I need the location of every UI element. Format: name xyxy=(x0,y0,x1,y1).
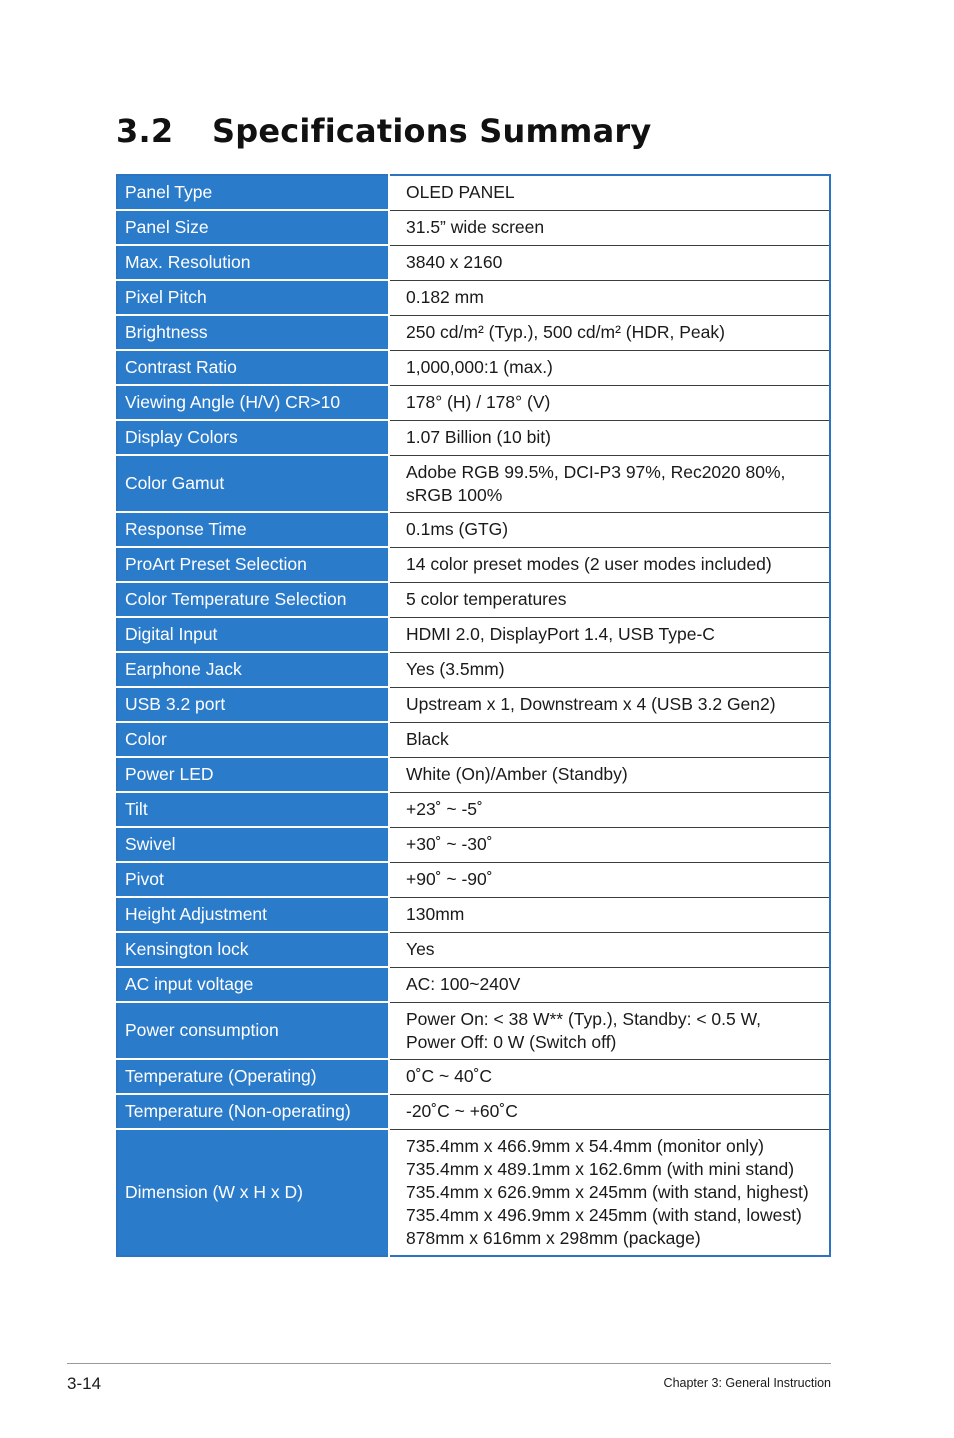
spec-value xyxy=(389,385,830,420)
spec-value-line: 3840 x 2160 xyxy=(406,252,503,272)
spec-label: Panel Size xyxy=(117,210,389,245)
spec-value xyxy=(389,512,830,547)
spec-row xyxy=(117,862,830,897)
spec-value xyxy=(389,350,830,385)
spec-row xyxy=(117,245,830,280)
spec-value-line: Power Off: 0 W (Switch off) xyxy=(406,1031,617,1052)
spec-label: Color Gamut xyxy=(117,455,389,512)
spec-label: Contrast Ratio xyxy=(117,350,389,385)
spec-row xyxy=(117,385,830,420)
spec-value-line: 130mm xyxy=(406,904,465,924)
chapter-label: Chapter 3: General Instruction xyxy=(663,1376,831,1390)
spec-label: Pixel Pitch xyxy=(117,280,389,315)
spec-row xyxy=(117,932,830,967)
spec-label: AC input voltage xyxy=(117,967,389,1002)
spec-label: Panel Type xyxy=(117,175,389,210)
spec-value-line: +23˚ ~ -5˚ xyxy=(406,799,483,819)
spec-value xyxy=(389,547,830,582)
specifications-table xyxy=(116,174,831,1257)
spec-value xyxy=(389,932,830,967)
spec-label: USB 3.2 port xyxy=(117,687,389,722)
spec-label: Earphone Jack xyxy=(117,652,389,687)
spec-value xyxy=(389,1059,830,1094)
spec-value xyxy=(389,862,830,897)
spec-label: Kensington lock xyxy=(117,932,389,967)
spec-row xyxy=(117,175,830,210)
spec-label: Dimension (W x H x D) xyxy=(117,1129,389,1256)
footer-divider xyxy=(67,1363,831,1364)
section-heading xyxy=(116,112,651,150)
spec-value-line: 178° (H) / 178° (V) xyxy=(406,392,551,412)
spec-value-line: Power On: < 38 W** (Typ.), Standby: < 0.5 W, xyxy=(406,1008,762,1029)
spec-label: Color xyxy=(117,722,389,757)
spec-value-line: +90˚ ~ -90˚ xyxy=(406,869,493,889)
spec-value-line: 0.1ms (GTG) xyxy=(406,519,509,539)
spec-label: Power consumption xyxy=(117,1002,389,1059)
spec-value xyxy=(389,792,830,827)
spec-label: Viewing Angle (H/V) CR>10 xyxy=(117,385,389,420)
spec-row xyxy=(117,722,830,757)
spec-row xyxy=(117,1129,830,1256)
spec-row xyxy=(117,547,830,582)
spec-label: ProArt Preset Selection xyxy=(117,547,389,582)
spec-value xyxy=(389,210,830,245)
spec-row xyxy=(117,687,830,722)
spec-value-line: 1.07 Billion (10 bit) xyxy=(406,427,551,447)
spec-label: Height Adjustment xyxy=(117,897,389,932)
spec-label: Temperature (Operating) xyxy=(117,1059,389,1094)
spec-value xyxy=(389,175,830,210)
spec-row xyxy=(117,210,830,245)
spec-value-line: 14 color preset modes (2 user modes included) xyxy=(406,554,772,574)
spec-value-line: Adobe RGB 99.5%, DCI-P3 97%, Rec2020 80%, xyxy=(406,461,786,482)
spec-value xyxy=(389,315,830,350)
spec-value xyxy=(389,582,830,617)
spec-label: Max. Resolution xyxy=(117,245,389,280)
spec-value xyxy=(389,722,830,757)
spec-value xyxy=(389,617,830,652)
spec-row xyxy=(117,455,830,512)
section-title: Specifications Summary xyxy=(212,112,652,150)
spec-value-line: +30˚ ~ -30˚ xyxy=(406,834,493,854)
spec-value xyxy=(389,897,830,932)
spec-value-line: 0.182 mm xyxy=(406,287,484,307)
spec-label: Swivel xyxy=(117,827,389,862)
spec-value-line: -20˚C ~ +60˚C xyxy=(406,1101,518,1121)
spec-value-line: sRGB 100% xyxy=(406,484,503,505)
spec-value xyxy=(389,280,830,315)
spec-value-line: OLED PANEL xyxy=(406,182,515,203)
spec-value-line: White (On)/Amber (Standby) xyxy=(406,764,628,784)
spec-row xyxy=(117,315,830,350)
spec-value xyxy=(389,420,830,455)
spec-value-line: 878mm x 616mm x 298mm (package) xyxy=(406,1227,701,1248)
spec-value-line: HDMI 2.0, DisplayPort 1.4, USB Type-C xyxy=(406,624,715,644)
spec-value-line: 5 color temperatures xyxy=(406,589,567,609)
spec-value-line: 735.4mm x 466.9mm x 54.4mm (monitor only) xyxy=(406,1135,764,1156)
spec-row xyxy=(117,1059,830,1094)
section-number: 3.2 xyxy=(116,112,174,150)
spec-row xyxy=(117,792,830,827)
spec-value xyxy=(389,827,830,862)
spec-row xyxy=(117,1002,830,1059)
spec-row xyxy=(117,617,830,652)
spec-row xyxy=(117,350,830,385)
spec-value xyxy=(389,1094,830,1129)
spec-value xyxy=(389,1002,830,1059)
spec-value xyxy=(389,455,830,512)
page-number: 3-14 xyxy=(67,1374,102,1393)
spec-row xyxy=(117,582,830,617)
spec-value-line: 735.4mm x 496.9mm x 245mm (with stand, lowest) xyxy=(406,1204,802,1225)
spec-row xyxy=(117,827,830,862)
spec-label: Brightness xyxy=(117,315,389,350)
spec-label: Pivot xyxy=(117,862,389,897)
spec-value xyxy=(389,757,830,792)
spec-row xyxy=(117,652,830,687)
spec-row xyxy=(117,420,830,455)
spec-row xyxy=(117,757,830,792)
spec-label: Color Temperature Selection xyxy=(117,582,389,617)
spec-value-line: 1,000,000:1 (max.) xyxy=(406,357,553,377)
spec-label: Display Colors xyxy=(117,420,389,455)
spec-value-line: Black xyxy=(406,729,449,749)
spec-row xyxy=(117,967,830,1002)
spec-row xyxy=(117,512,830,547)
spec-row xyxy=(117,280,830,315)
spec-value-line: 735.4mm x 626.9mm x 245mm (with stand, highest) xyxy=(406,1181,809,1202)
spec-row xyxy=(117,897,830,932)
spec-value xyxy=(389,967,830,1002)
spec-value xyxy=(389,1129,830,1256)
spec-value xyxy=(389,687,830,722)
spec-label: Digital Input xyxy=(117,617,389,652)
spec-label: Temperature (Non-operating) xyxy=(117,1094,389,1129)
spec-label: Response Time xyxy=(117,512,389,547)
spec-value-line: 250 cd/m² (Typ.), 500 cd/m² (HDR, Peak) xyxy=(406,322,725,342)
spec-value-line: 31.5” wide screen xyxy=(406,217,545,237)
spec-value-line: Yes xyxy=(406,939,435,959)
specifications-table-body xyxy=(117,175,830,1256)
spec-value xyxy=(389,652,830,687)
spec-value-line: Upstream x 1, Downstream x 4 (USB 3.2 Gen2) xyxy=(406,694,776,714)
spec-label: Power LED xyxy=(117,757,389,792)
spec-value-line: 0˚C ~ 40˚C xyxy=(406,1066,493,1086)
spec-value-line: 735.4mm x 489.1mm x 162.6mm (with mini stand) xyxy=(406,1158,795,1179)
spec-row xyxy=(117,1094,830,1129)
spec-value-line: AC: 100~240V xyxy=(406,974,521,994)
spec-label: Tilt xyxy=(117,792,389,827)
spec-value-line: Yes (3.5mm) xyxy=(406,659,505,679)
spec-value xyxy=(389,245,830,280)
